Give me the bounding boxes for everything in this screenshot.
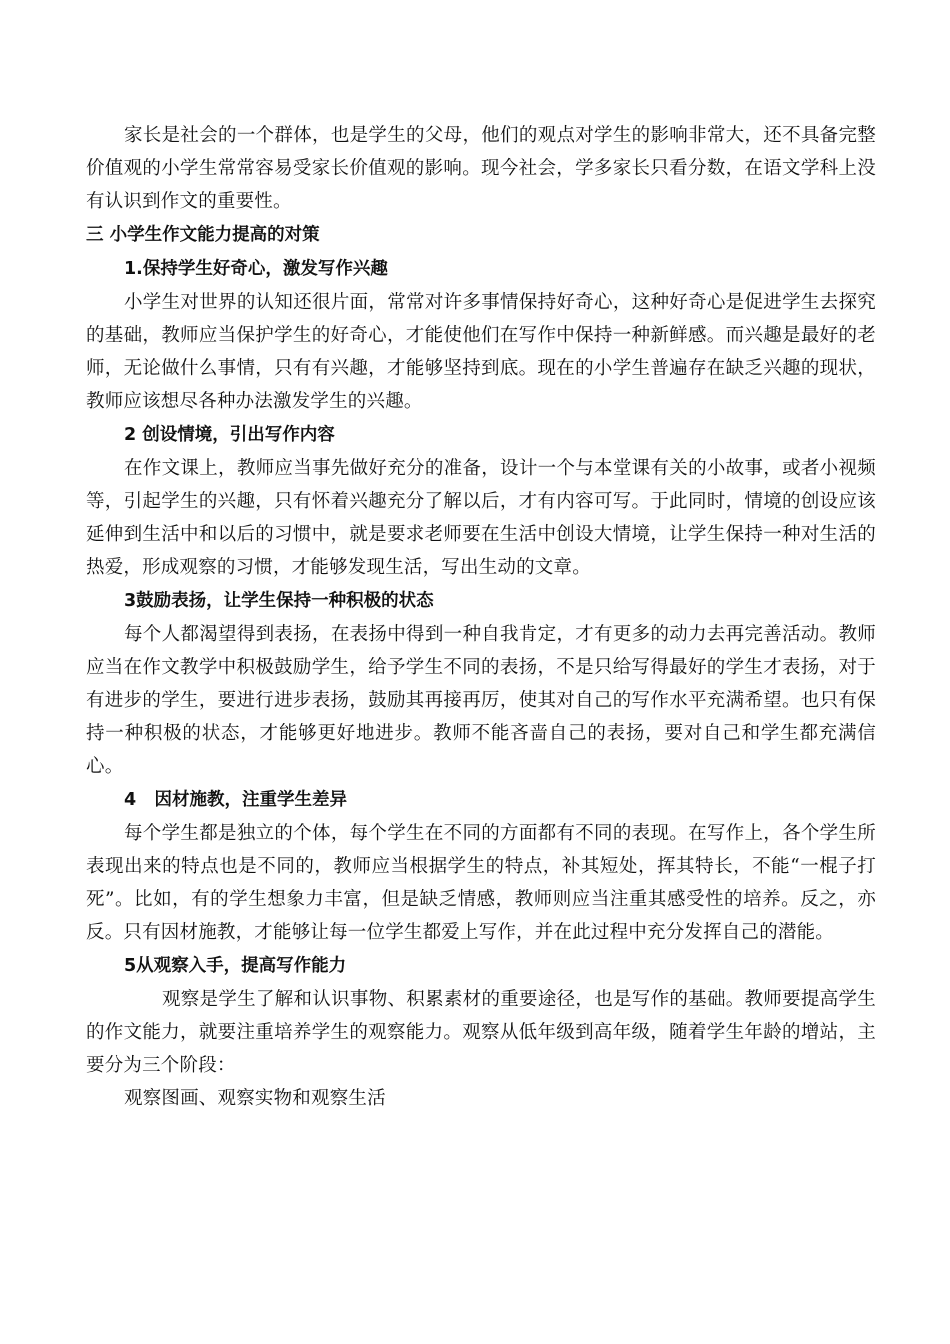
subsection-heading-4: 4 因材施教，注重学生差异 <box>124 790 347 810</box>
section-heading: 三 小学生作文能力提高的对策 <box>86 225 320 245</box>
subsection-heading-2: 2 创设情境，引出写作内容 <box>124 425 335 445</box>
document-body <box>86 119 876 1115</box>
subsection-heading-3: 3鼓励表扬，让学生保持一种积极的状态 <box>124 591 434 611</box>
intro-paragraph: 家长是社会的一个群体，也是学生的父母，他们的观点对学生的影响非常大，还不具备完整价值观的小学生常常容易受家长价值观的影响。现今社会，学多家长只看分数，在语文学科上没有认识到作文的重要性。 <box>86 125 876 212</box>
subsection-4-paragraph: 每个学生都是独立的个体，每个学生在不同的方面都有不同的表现。在写作上，各个学生所表现出来的特点也是不同的，教师应当根据学生的特点，补其短处，挥其特长，不能“一棍子打死”。比如，有的学生想象力丰富，但是缺乏情感，教师则应当注重其感受性的培养。反之，亦反。只有因材施教，才能够让每一位学生都爱上写作，并在此过程中充分发挥自己的潜能。 <box>86 823 876 943</box>
subsection-5-stages-line: 观察图画、观察实物和观察生活 <box>124 1088 386 1109</box>
subsection-heading-1: 1.保持学生好奇心，激发写作兴趣 <box>124 259 388 279</box>
subsection-3-paragraph: 每个人都渴望得到表扬，在表扬中得到一种自我肯定，才有更多的动力去再完善活动。教师应当在作文教学中积极鼓励学生，给予学生不同的表扬，不是只给写得最好的学生才表扬，对于有进步的学生，要进行进步表扬，鼓励其再接再厉，使其对自己的写作水平充满希望。也只有保持一种积极的状态，才能够更好地进步。教师不能吝啬自己的表扬，要对自己和学生都充满信心。 <box>86 624 876 777</box>
subsection-heading-5: 5从观察入手，提高写作能力 <box>124 956 347 976</box>
subsection-5-paragraph: 观察是学生了解和认识事物、积累素材的重要途径，也是写作的基础。教师要提高学生的作文能力，就要注重培养学生的观察能力。观察从低年级到高年级，随着学生年龄的增站，主要分为三个阶段： <box>86 989 876 1076</box>
subsection-2-paragraph: 在作文课上，教师应当事先做好充分的准备，设计一个与本堂课有关的小故事，或者小视频等，引起学生的兴趣，只有怀着兴趣充分了解以后，才有内容可写。于此同时，情境的创设应该延伸到生活中和以后的习惯中，就是要求老师要在生活中创设大情境，让学生保持一种对生活的热爱，形成观察的习惯，才能够发现生活，写出生动的文章。 <box>86 458 876 578</box>
subsection-1-paragraph: 小学生对世界的认知还很片面，常常对许多事情保持好奇心，这种好奇心是促进学生去探究的基础，教师应当保护学生的好奇心，才能使他们在写作中保持一种新鲜感。而兴趣是最好的老师，无论做什么事情，只有有兴趣，才能够坚持到底。现在的小学生普遍存在缺乏兴趣的现状，教师应该想尽各种办法激发学生的兴趣。 <box>86 292 876 412</box>
